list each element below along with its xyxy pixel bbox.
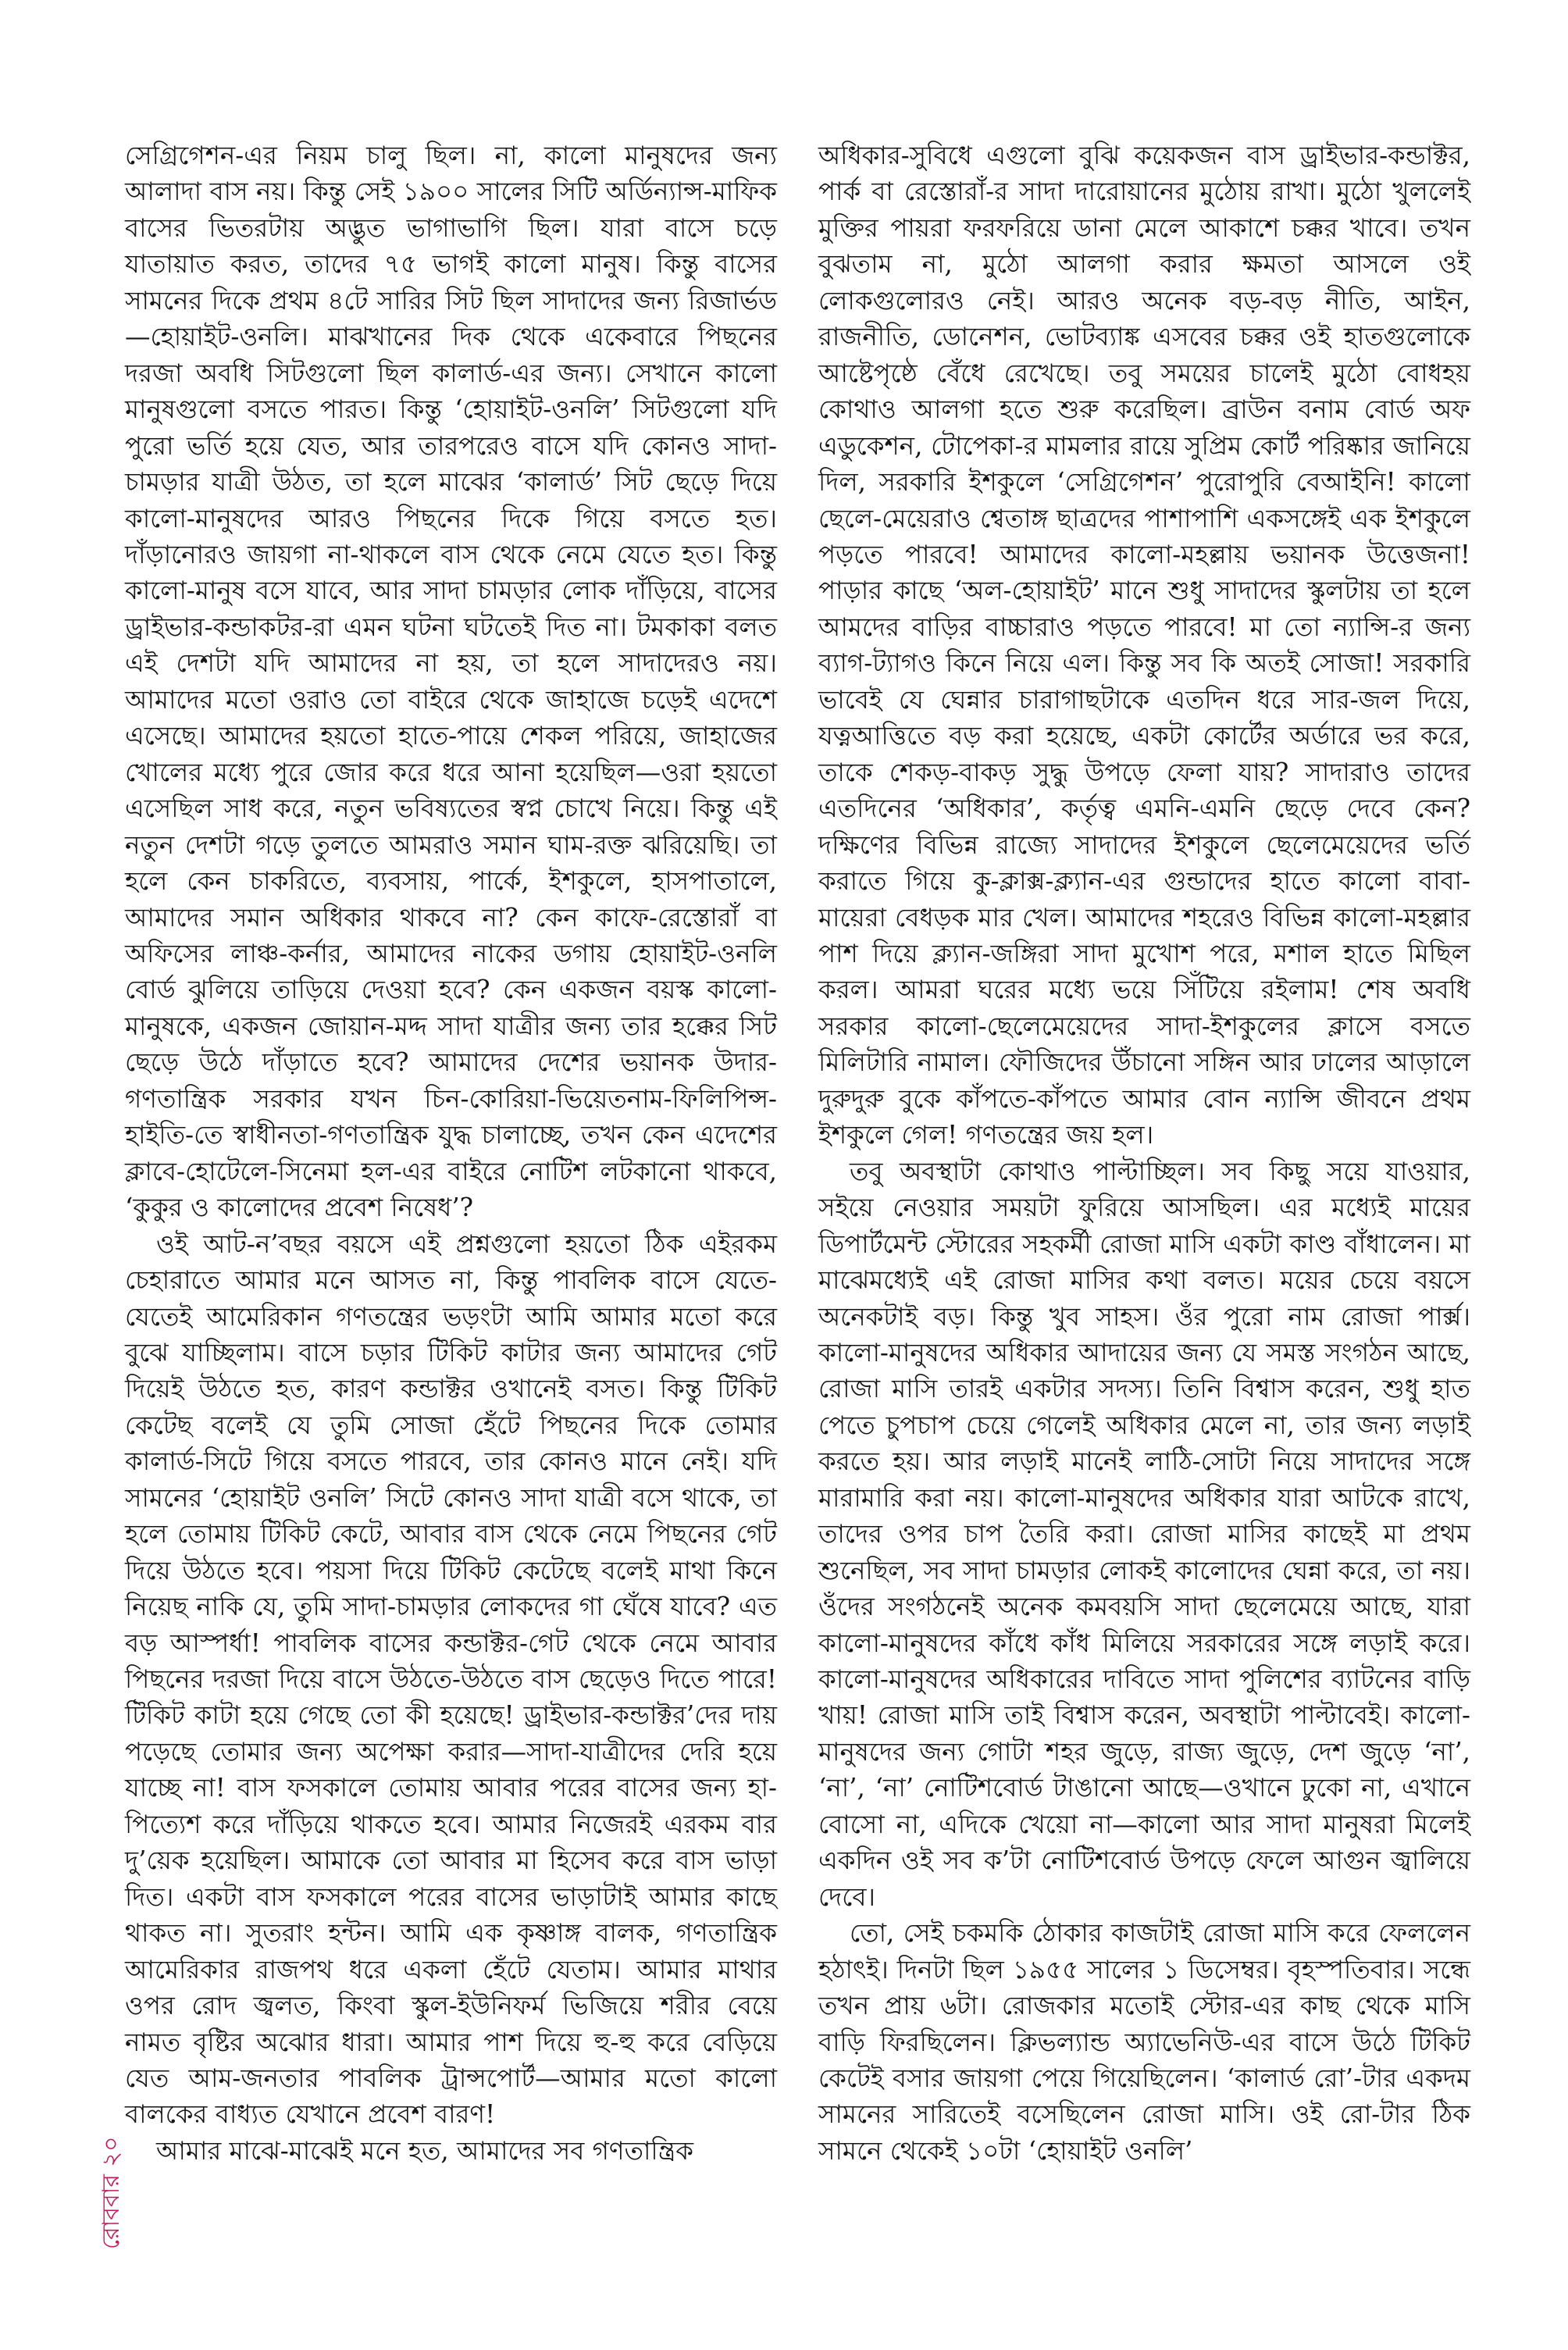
paragraph: তো, সেই চকমকি ঠোকার কাজটাই রোজা মাসি করে ফেললেন হঠাৎই। দিনটা ছিল ১৯৫৫ সালের ১ ডিসেম্বর। বৃহস্পতিবার। সন্ধে তখন প্রায় ৬টা। রোজকার মতোই স্টোর-এর কাছ থেকে মাসি বাড়ি ফিরছিলেন। ক্লিভল্যান্ড অ্যাভেনিউ-এর বাসে উঠে টিকিট কেটেই বসার জায়গা পেয়ে গিয়েছিলেন। ‘কালার্ড রো’-টার একদম সামনের সারিতেই বসেছিলেন রোজা মাসি। ওই রো-টার ঠিক সামনে থেকেই ১০টা ‘হোয়াইট ওনলি’ (818, 1918, 1470, 2166)
page-folio (98, 2132, 129, 2249)
paragraph: সেগ্রিগেশন-এর নিয়ম চালু ছিল। না, কালো মানুষদের জন্য আলাদা বাস নয়। কিন্তু সেই ১৯০০ সালের সিটি অর্ডিন্যান্স-মাফিক বাসের ভিতরটায় অদ্ভুত ভাগাভাগি ছিল। যারা বাসে চড়ে যাতায়াত করত, তাদের ৭৫ ভাগই কালো মানুষ। কিন্তু বাসের সামনের দিকে প্রথম ৪টে সারির সিট ছিল সাদাদের জন্য রিজার্ভড—হোয়াইট-ওনলি। মাঝখানের দিক থেকে একেবারে পিছনের দরজা অবধি সিটগুলো ছিল কালার্ড-এর জন্য। সেখানে কালো মানুষগুলো বসতে পারত। কিন্তু ‘হোয়াইট-ওনলি’ সিটগুলো যদি পুরো ভর্তি হয়ে যেত, আর তারপরেও বাসে যদি কোনও সাদা-চামড়ার যাত্রী উঠত, তা হলে মাঝের ‘কালার্ড’ সিট ছেড়ে দিয়ে কালো-মানুষদের আরও পিছনের দিকে গিয়ে বসতে হত। দাঁড়ানোরও জায়গা না-থাকলে বাস থেকে নেমে যেতে হত। কিন্তু কালো-মানুষ বসে যাবে, আর সাদা চামড়ার লোক দাঁড়িয়ে, বাসের ড্রাইভার-কন্ডাকটর-রা এমন ঘটনা ঘটতেই দিত না। টমকাকা বলত এই দেশটা যদি আমাদের না হয়, তা হলে সাদাদেরও নয়। আমাদের মতো ওরাও তো বাইরে থেকে জাহাজে চড়েই এদেশে এসেছে। আমাদের হয়তো হাতে-পায়ে শেকল পরিয়ে, জাহাজের খোলের মধ্যে পুরে জোর করে ধরে আনা হয়েছিল—ওরা হয়তো এসেছিল সাধ করে, নতুন ভবিষ্যতের স্বপ্ন চোখে নিয়ে। কিন্তু এই নতুন দেশটা গড়ে তুলতে আমরাও সমান ঘাম-রক্ত ঝরিয়েছি। তা হলে কেন চাকরিতে, ব্যবসায়, পার্কে, ইশকুলে, হাসপাতালে, আমাদের সমান অধিকার থাকবে না? কেন কাফে-রেস্তোরাঁ বা অফিসের লাঞ্চ-কর্নার, আমাদের নাকের ডগায় হোয়াইট-ওনলি বোর্ড ঝুলিয়ে তাড়িয়ে দেওয়া হবে? কেন একজন বয়স্ক কালো-মানুষকে, একজন জোয়ান-মদ্দ সাদা যাত্রীর জন্য তার হক্কের সিট ছেড়ে উঠে দাঁড়াতে হবে? আমাদের দেশের ভয়ানক উদার-গণতান্ত্রিক সরকার যখন চিন-কোরিয়া-ভিয়েতনাম-ফিলিপিন্স-হাইতি-তে স্বাধীনতা-গণতান্ত্রিক যুদ্ধ চালাচ্ছে, তখন কেন এদেশের ক্লাবে-হোটেলে-সিনেমা হল-এর বাইরে নোটিশ লটকানো থাকবে, ‘কুকুর ও কালোদের প্রবেশ নিষেধ’? (125, 141, 777, 1223)
article-column-right (818, 137, 1470, 2169)
folio-text: রোববার ২০ (98, 2136, 125, 2249)
paragraph: ওই আট-ন’বছর বয়সে এই প্রশ্নগুলো হয়তো ঠিক এইরকম চেহারাতে আমার মনে আসত না, কিন্তু পাবলিক বাসে যেতে-যেতেই আমেরিকান গণতন্ত্রের ভড়ংটা আমি আমার মতো করে বুঝে যাচ্ছিলাম। বাসে চড়ার টিকিট কাটার জন্য আমাদের গেট দিয়েই উঠতে হত, কারণ কন্ডাক্টর ওখানেই বসত। কিন্তু টিকিট কেটেছ বলেই যে তুমি সোজা হেঁটে পিছনের দিকে তোমার কালার্ড-সিটে গিয়ে বসতে পারবে, তার কোনও মানে নেই। যদি সামনের ‘হোয়াইট ওনলি’ সিটে কোনও সাদা যাত্রী বসে থাকে, তা হলে তোমায় টিকিট কেটে, আবার বাস থেকে নেমে পিছনের গেট দিয়ে উঠতে হবে। পয়সা দিয়ে টিকিট কেটেছে বলেই মাথা কিনে নিয়েছ নাকি যে, তুমি সাদা-চামড়ার লোকদের গা ঘেঁষে যাবে? এত বড় আস্পর্ধা! পাবলিক বাসের কন্ডাক্টর-গেট থেকে নেমে আবার পিছনের দরজা দিয়ে বাসে উঠতে-উঠতে বাস ছেড়েও দিতে পারে! টিকিট কাটা হয়ে গেছে তো কী হয়েছে! ড্রাইভার-কন্ডাক্টর’দের দায় পড়েছে তোমার জন্য অপেক্ষা করার—সাদা-যাত্রীদের দেরি হয়ে যাচ্ছে না! বাস ফসকালে তোমায় আবার পরের বাসের জন্য হা-পিত্যেশ করে দাঁড়িয়ে থাকতে হবে। আমার নিজেরই এরকম বার দু’য়েক হয়েছিল। আমাকে তো আবার মা হিসেব করে বাস ভাড়া দিত। একটা বাস ফসকালে পরের বাসের ভাড়াটাই আমার কাছে থাকত না। সুতরাং হন্টন। আমি এক কৃষ্ণাঙ্গ বালক, গণতান্ত্রিক আমেরিকার রাজপথ ধরে একলা হেঁটে যেতাম। আমার মাথার ওপর রোদ জ্বলত, কিংবা স্কুল-ইউনিফর্ম ভিজিয়ে শরীর বেয়ে নামত বৃষ্টির অঝোর ধারা। আমার পাশ দিয়ে হু-হু করে বেড়িয়ে যেত আম-জনতার পাবলিক ট্রান্সপোর্ট—আমার মতো কালো বালকের বাধ্যত যেখানে প্রবেশ বারণ! (125, 1228, 777, 2130)
paragraph: অধিকার-সুবিধে এগুলো বুঝি কয়েকজন বাস ড্রাইভার-কন্ডাক্টর, পার্ক বা রেস্তোরাঁ-র সাদা দারোয়ানের মুঠোয় রাখা। মুঠো খুললেই মুক্তির পায়রা ফরফরিয়ে ডানা মেলে আকাশে চক্কর খাবে। তখন বুঝতাম না, মুঠো আলগা করার ক্ষমতা আসলে ওই লোকগুলোরও নেই। আরও অনেক বড়-বড় নীতি, আইন, রাজনীতি, ডোনেশন, ভোটব্যাঙ্ক এসবের চক্কর ওই হাতগুলোকে আষ্টেপৃষ্ঠে বেঁধে রেখেছে। তবু সময়ের চালেই মুঠো বোধহয় কোথাও আলগা হতে শুরু করেছিল। ব্রাউন বনাম বোর্ড অফ এডুকেশন, টোপেকা-র মামলার রায়ে সুপ্রিম কোর্ট পরিষ্কার জানিয়ে দিল, সরকারি ইশকুলে ‘সেগ্রিগেশন’ পুরোপুরি বেআইনি! কালো ছেলে-মেয়েরাও শ্বেতাঙ্গ ছাত্রদের পাশাপাশি একসঙ্গেই এক ইশকুলে পড়তে পারবে! আমাদের কালো-মহল্লায় ভয়ানক উত্তেজনা! পাড়ার কাছে ‘অল-হোয়াইট’ মানে শুধু সাদাদের স্কুলটায় তা হলে আমদের বাড়ির বাচ্চারাও পড়তে পারবে! মা তো ন্যান্সি-র জন্য ব্যাগ-ট্যাগও কিনে নিয়ে এল। কিন্তু সব কি অতই সোজা! সরকারি ভাবেই যে ঘেন্নার চারাগাছটাকে এতদিন ধরে সার-জল দিয়ে, যত্নআত্তিতে বড় করা হয়েছে, একটা কোর্টের অর্ডারে ভর করে, তাকে শেকড়-বাকড় সুদ্ধু উপড়ে ফেলা যায়? সাদারাও তাদের এতদিনের ‘অধিকার’, কর্তৃত্ব এমনি-এমনি ছেড়ে দেবে কেন? দক্ষিণের বিভিন্ন রাজ্যে সাদাদের ইশকুলে ছেলেমেয়েদের ভর্তি করাতে গিয়ে কু-ক্লাক্স-ক্ল্যান-এর গুন্ডাদের হাতে কালো বাবা-মায়েরা বেধড়ক মার খেল। আমাদের শহরেও বিভিন্ন কালো-মহল্লার পাশ দিয়ে ক্ল্যান-জঙ্গিরা সাদা মুখোশ পরে, মশাল হাতে মিছিল করল। আমরা ঘরের মধ্যে ভয়ে সিঁটিয়ে রইলাম! শেষ অবধি সরকার কালো-ছেলেমেয়েদের সাদা-ইশকুলের ক্লাসে বসতে মিলিটারি নামাল। ফৌজিদের উঁচানো সঙ্গিন আর ঢালের আড়ালে দুরুদুরু বুকে কাঁপতে-কাঁপতে আমার বোন ন্যান্সি জীবনে প্রথম ইশকুলে গেল! গণতন্ত্রের জয় হল। (818, 141, 1470, 1150)
article-column-left (125, 137, 777, 2169)
paragraph: তবু অবস্থাটা কোথাও পাল্টাচ্ছিল। সব কিছু সয়ে যাওয়ার, সইয়ে নেওয়ার সময়টা ফুরিয়ে আসছিল। এর মধ্যেই মায়ের ডিপার্টমেন্ট স্টোরের সহকর্মী রোজা মাসি একটা কাণ্ড বাঁধালেন। মা মাঝেমধ্যেই এই রোজা মাসির কথা বলত। ময়ের চেয়ে বয়সে অনেকটাই বড়। কিন্তু খুব সাহস। ওঁর পুরো নাম রোজা পার্ক্স। কালো-মানুষদের অধিকার আদায়ের জন্য যে সমস্ত সংগঠন আছে, রোজা মাসি তারই একটার সদস্য। তিনি বিশ্বাস করেন, শুধু হাত পেতে চুপচাপ চেয়ে গেলেই অধিকার মেলে না, তার জন্য লড়াই করতে হয়। আর লড়াই মানেই লাঠি-সোটা নিয়ে সাদাদের সঙ্গে মারামারি করা নয়। কালো-মানুষদের অধিকার যারা আটকে রাখে, তাদের ওপর চাপ তৈরি করা। রোজা মাসির কাছেই মা প্রথম শুনেছিল, সব সাদা চামড়ার লোকই কালোদের ঘেন্না করে, তা নয়। ওঁদের সংগঠনেই অনেক কমবয়সি সাদা ছেলেমেয়ে আছে, যারা কালো-মানুষদের কাঁধে কাঁধ মিলিয়ে সরকারের সঙ্গে লড়াই করে। কালো-মানুষদের অধিকারের দাবিতে সাদা পুলিশের ব্যাটনের বাড়ি খায়! রোজা মাসি তাই বিশ্বাস করেন, অবস্থাটা পাল্টাবেই। কালো-মানুষদের জন্য গোটা শহর জুড়ে, রাজ্য জুড়ে, দেশ জুড়ে ‘না’, ‘না’, ‘না’ নোটিশবোর্ড টাঙানো আছে—ওখানে ঢুকো না, এখানে বোসো না, এদিকে খেয়ো না—কালো আর সাদা মানুষরা মিলেই একদিন ওই সব ক’টা নোটিশবোর্ড উপড়ে ফেলে আগুন জ্বালিয়ে দেবে। (818, 1156, 1470, 1912)
paragraph: আমার মাঝে-মাঝেই মনে হত, আমাদের সব গণতান্ত্রিক (156, 2135, 693, 2166)
